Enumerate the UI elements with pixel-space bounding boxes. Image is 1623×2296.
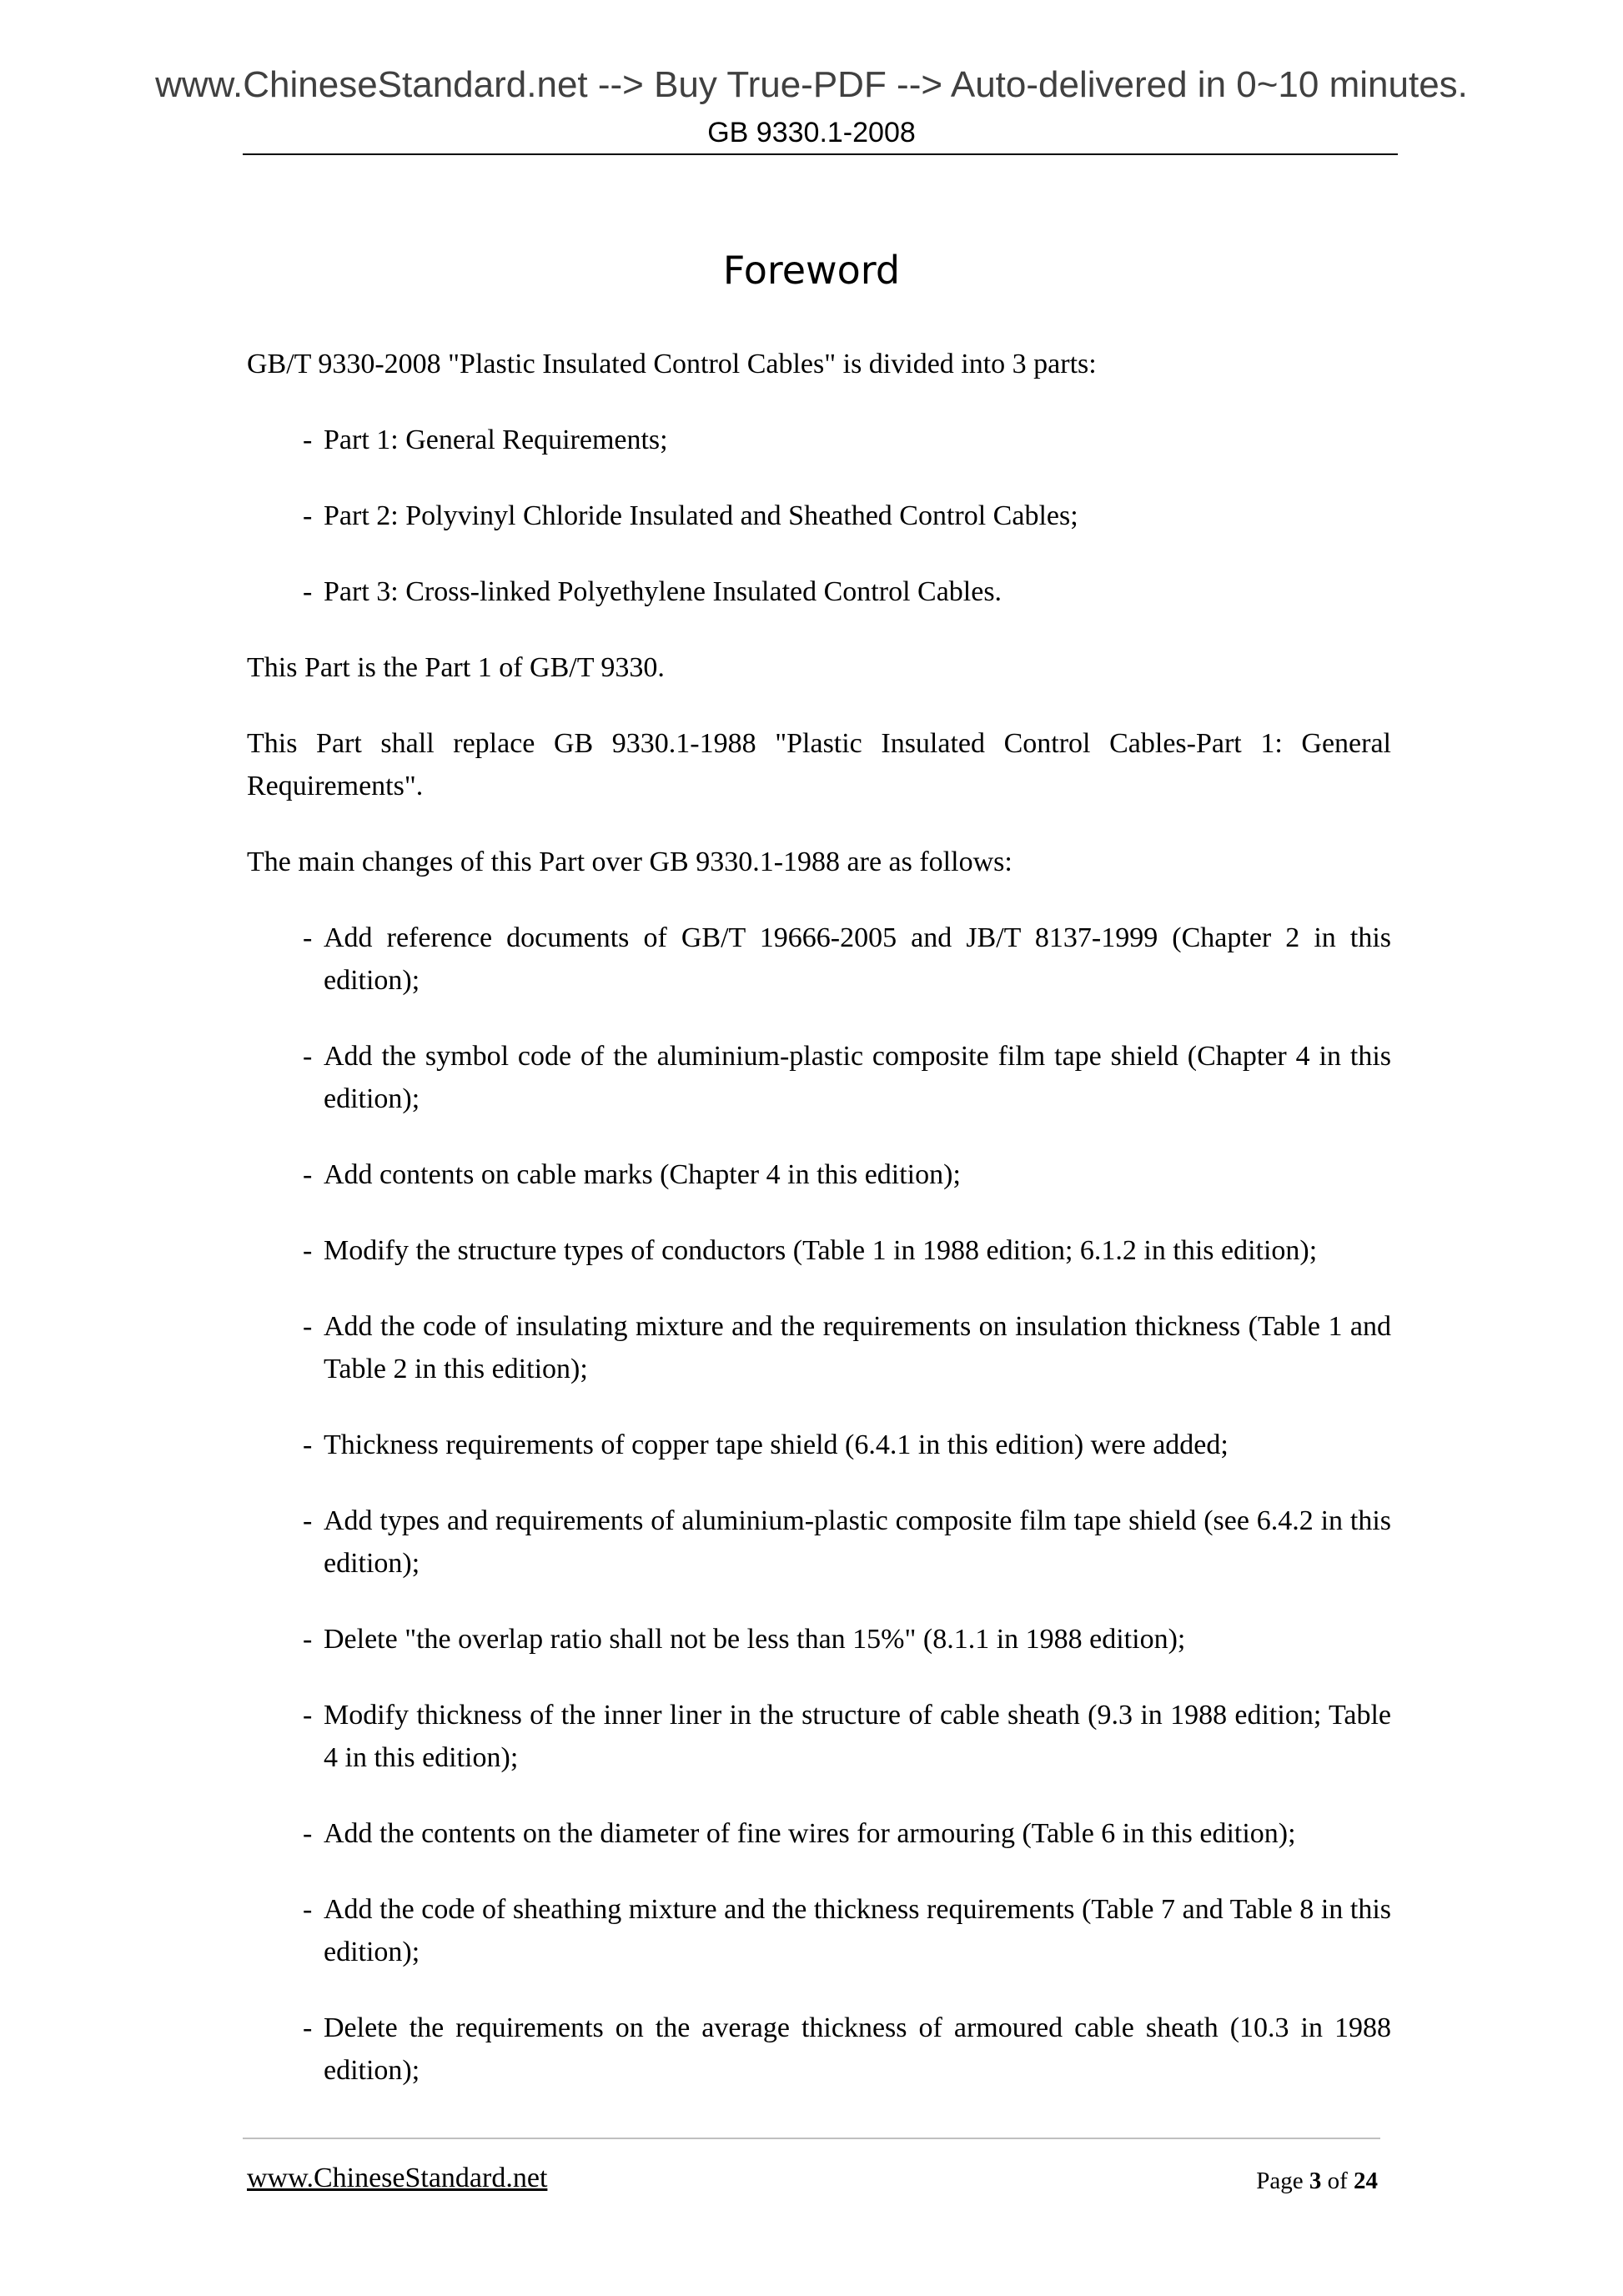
- list-item: [303, 1500, 1391, 1585]
- list-item: [303, 419, 1391, 461]
- list-item-text: Part 3: Cross-linked Polyethylene Insulated Control Cables.: [324, 576, 1002, 607]
- list-item-text: Add the code of insulating mixture and the requirements on insulation thickness (Table 1 and Table 2 in this edition);: [324, 1311, 1391, 1384]
- document-id: GB 9330.1-2008: [707, 117, 916, 148]
- page-of-label: of: [1327, 2168, 1348, 2194]
- page-current: 3: [1309, 2168, 1322, 2194]
- footer-site-link[interactable]: www.ChineseStandard.net: [247, 2163, 548, 2193]
- bullet-dash: -: [303, 1818, 313, 1849]
- list-item: [303, 1812, 1391, 1855]
- page-total: 24: [1354, 2168, 1378, 2194]
- bullet-dash: -: [303, 2012, 313, 2043]
- list-item-text: Delete the requirements on the average thickness of armoured cable sheath (10.3 in 1988 edition);: [324, 2012, 1391, 2086]
- bullet-dash: -: [303, 1624, 313, 1655]
- list-item-text: Modify thickness of the inner liner in the structure of cable sheath (9.3 in 1988 edition; Table 4 in this edition);: [324, 1700, 1391, 1773]
- list-item: [303, 1305, 1391, 1390]
- list-item-text: Part 1: General Requirements;: [324, 425, 668, 455]
- list-item: [303, 1694, 1391, 1779]
- bullet-dash: -: [303, 1311, 313, 1342]
- list-item: [303, 1153, 1391, 1196]
- bullet-dash: -: [303, 1429, 313, 1460]
- bullet-dash: -: [303, 1041, 313, 1072]
- header-divider: [243, 153, 1398, 155]
- list-item-text: Part 2: Polyvinyl Chloride Insulated and Sheathed Control Cables;: [324, 500, 1078, 531]
- list-item: [303, 917, 1391, 1002]
- list-item: [303, 1618, 1391, 1660]
- list-item-text: Modify the structure types of conductors (Table 1 in 1988 edition; 6.1.2 in this edition);: [324, 1235, 1318, 1266]
- page-title: Foreword: [722, 248, 901, 293]
- list-item: [303, 2007, 1391, 2092]
- bullet-dash: -: [303, 1159, 313, 1190]
- list-item-text: Add the code of sheathing mixture and the thickness requirements (Table 7 and Table 8 in this edition);: [324, 1894, 1391, 1967]
- list-item-text: Add types and requirements of aluminium-plastic composite film tape shield (see 6.4.2 in this edition);: [324, 1505, 1391, 1579]
- part-paragraph: This Part is the Part 1 of GB/T 9330.: [247, 652, 665, 683]
- bullet-dash: -: [303, 922, 313, 953]
- list-item: [303, 1035, 1391, 1120]
- bullet-dash: -: [303, 1894, 313, 1925]
- list-item: [303, 1888, 1391, 1973]
- list-item: [303, 570, 1391, 613]
- bullet-dash: -: [303, 1700, 313, 1731]
- header-banner: www.ChineseStandard.net --> Buy True-PDF --> Auto-delivered in 0~10 minutes.: [155, 64, 1468, 105]
- bullet-dash: -: [303, 576, 313, 607]
- bullet-dash: -: [303, 1505, 313, 1536]
- footer-divider: [243, 2138, 1380, 2139]
- bullet-dash: -: [303, 1235, 313, 1266]
- document-body: [247, 343, 1391, 2125]
- list-item-text: Add the symbol code of the aluminium-plastic composite film tape shield (Chapter 4 in this edition);: [324, 1041, 1391, 1114]
- list-item-text: Add the contents on the diameter of fine wires for armouring (Table 6 in this edition);: [324, 1818, 1296, 1849]
- list-item: [303, 495, 1391, 537]
- list-item-text: Add contents on cable marks (Chapter 4 in this edition);: [324, 1159, 961, 1190]
- bullet-dash: -: [303, 500, 313, 531]
- intro-paragraph: GB/T 9330-2008 "Plastic Insulated Control Cables" is divided into 3 parts:: [247, 349, 1097, 379]
- list-item-text: Add reference documents of GB/T 19666-2005 and JB/T 8137-1999 (Chapter 2 in this edition);: [324, 922, 1391, 996]
- changes-list: [247, 917, 1391, 2092]
- list-item-text: Delete "the overlap ratio shall not be less than 15%" (8.1.1 in 1988 edition);: [324, 1624, 1186, 1655]
- list-item-text: Thickness requirements of copper tape shield (6.4.1 in this edition) were added;: [324, 1429, 1229, 1460]
- page-number: [1256, 2164, 1378, 2198]
- changes-paragraph: The main changes of this Part over GB 9330.1-1988 are as follows:: [247, 847, 1012, 877]
- list-item: [303, 1229, 1391, 1272]
- page-label: Page: [1256, 2168, 1304, 2194]
- parts-list: [247, 419, 1391, 613]
- bullet-dash: -: [303, 425, 313, 455]
- list-item: [303, 1424, 1391, 1466]
- replace-paragraph: This Part shall replace GB 9330.1-1988 "Plastic Insulated Control Cables-Part 1: General Requirements".: [247, 728, 1391, 801]
